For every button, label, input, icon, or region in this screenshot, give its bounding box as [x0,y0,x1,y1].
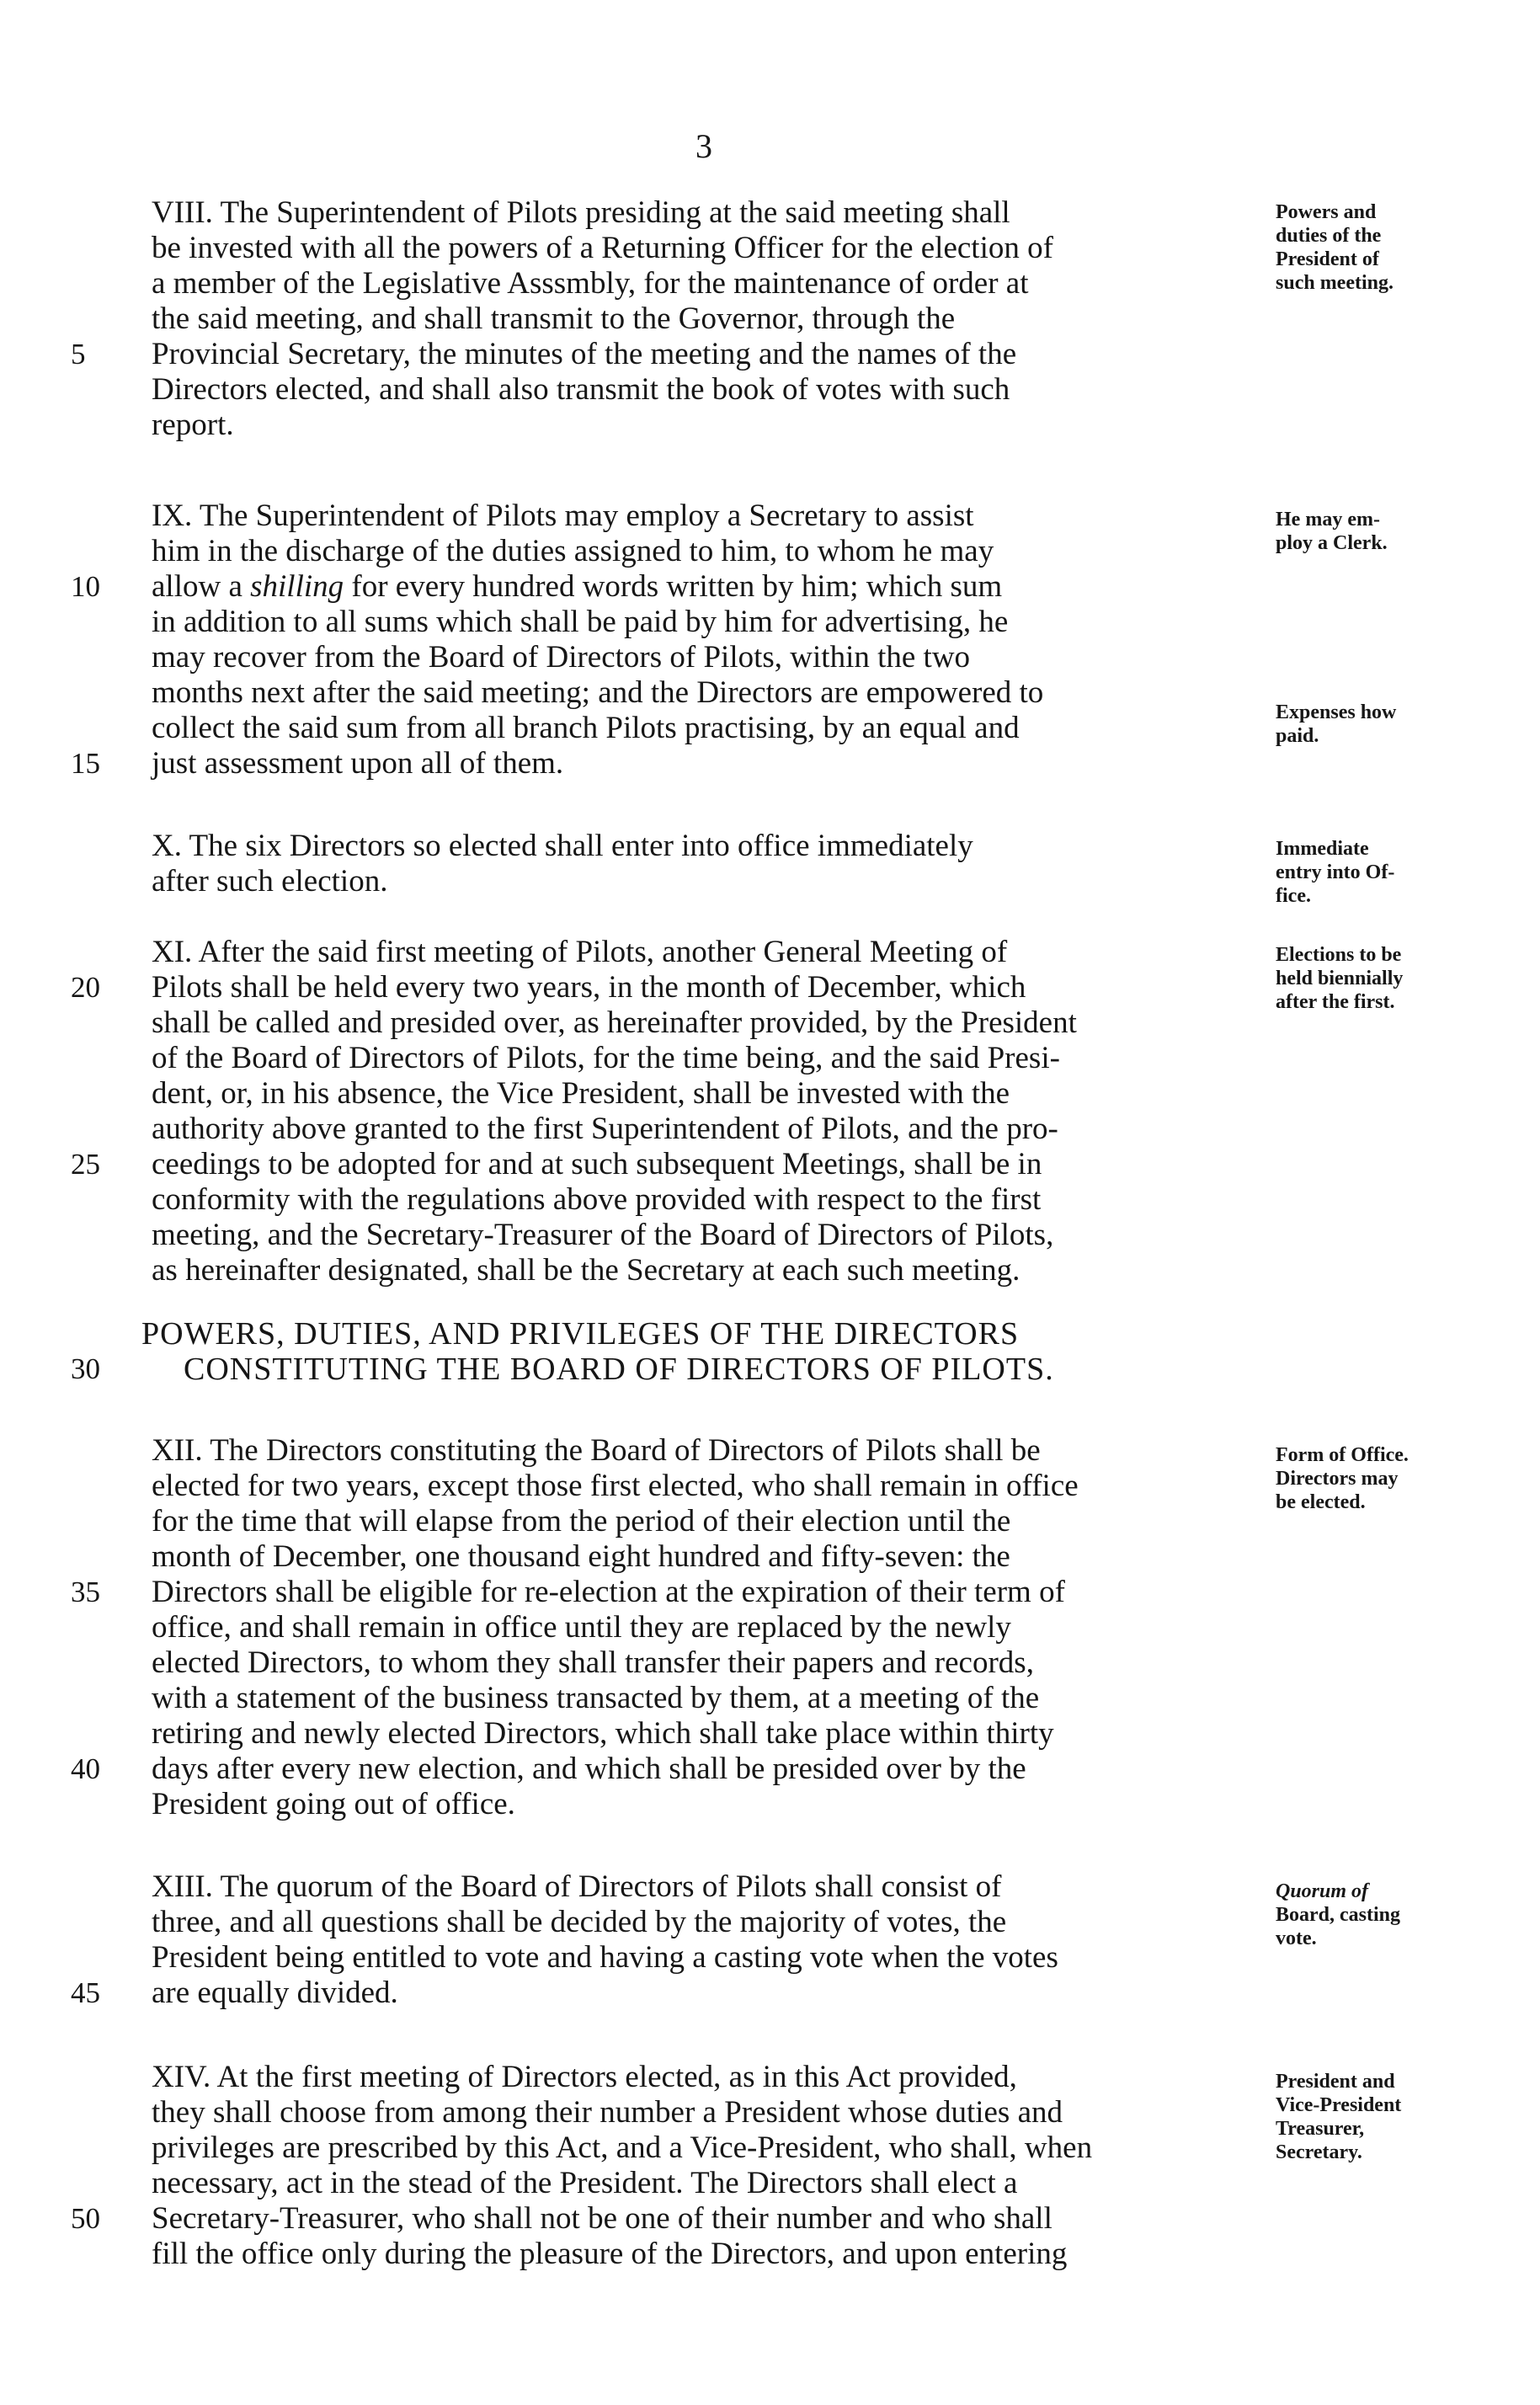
line-number: 25 [71,1148,100,1181]
section-ix [152,499,1271,781]
text-line: after such election. [152,864,388,899]
section-x [152,829,1271,899]
line-number: 10 [71,570,100,603]
text-line-with-italic: allow a shilling for every hundred words written by him; which sum [152,569,1003,604]
text-line: Pilots shall be held every two years, in the month of December, which [152,970,1026,1005]
line-number: 20 [71,971,100,1004]
text-line: XII. The Directors constituting the Board of Directors of Pilots shall be [152,1433,1041,1468]
line-number: 15 [71,747,100,780]
text-line: collect the said sum from all branch Pilots practising, by an equal and [152,711,1020,745]
text-line: elected Directors, to whom they shall transfer their papers and records, [152,1645,1034,1680]
page-number: 3 [695,127,712,165]
heading-line: CONSTITUTING THE BOARD OF DIRECTORS OF PILOTS. [184,1352,1054,1387]
text-line: shall be called and presided over, as hereinafter provided, by the President [152,1005,1077,1040]
section-xii [152,1433,1271,1822]
text-line: him in the discharge of the duties assigned to him, to whom he may [152,534,994,568]
text-line: days after every new election, and which shall be presided over by the [152,1752,1026,1786]
text-line: Secretary-Treasurer, who shall not be one of their number and who shall [152,2201,1052,2236]
marginal-note-entry: Immediate entry into Of- fice. [1276,838,1395,907]
text-line: Directors elected, and shall also transmit the book of votes with such [152,372,1010,407]
text-line: Directors shall be eligible for re-election at the expiration of their term of [152,1575,1065,1609]
text-line: retiring and newly elected Directors, which shall take place within thirty [152,1716,1054,1751]
text-line: of the Board of Directors of Pilots, for the time being, and the said Presi- [152,1041,1060,1075]
text-line: fill the office only during the pleasure of the Directors, and upon entering [152,2237,1068,2271]
section-viii [152,195,1271,443]
text-line: XI. After the said first meeting of Pilots, another General Meeting of [152,935,1008,969]
text-line: dent, or, in his absence, the Vice President, shall be invested with the [152,1076,1010,1111]
text-line: VIII. The Superintendent of Pilots presiding at the said meeting shall [152,195,1010,230]
marginal-note-quorum: Quorum of Board, casting vote. [1276,1880,1401,1949]
line-number: 30 [71,1352,100,1385]
text-line: IX. The Superintendent of Pilots may employ a Secretary to assist [152,499,974,533]
section-xiii [152,1869,1271,2011]
text-line: elected for two years, except those first elected, who shall remain in office [152,1469,1079,1503]
marginal-note-clerk: He may em- ploy a Clerk. [1276,509,1388,554]
line-number: 45 [71,1976,100,2009]
text-line: X. The six Directors so elected shall enter into office immediately [152,829,973,863]
line-number: 50 [71,2202,100,2235]
marginal-note-form-of-office: Form of Office. Directors may be elected. [1276,1444,1409,1513]
text-line: be invested with all the powers of a Returning Officer for the election of [152,231,1053,265]
text-line: in addition to all sums which shall be paid by him for advertising, he [152,605,1009,639]
text-line: as hereinafter designated, shall be the Secretary at each such meeting. [152,1253,1020,1288]
section-xi [152,935,1271,1288]
marginal-note-expenses: Expenses how paid. [1276,701,1397,747]
section-xiv [152,2060,1271,2272]
marginal-note-president: President and Vice-President Treasurer, Secretary. [1276,2071,1402,2163]
text-line: authority above granted to the first Superintendent of Pilots, and the pro- [152,1112,1058,1146]
text-line: XIII. The quorum of the Board of Directors of Pilots shall consist of [152,1869,1002,1904]
heading-line: POWERS, DUTIES, AND PRIVILEGES OF THE DIRECTORS [141,1316,1020,1352]
text-line: necessary, act in the stead of the President. The Directors shall elect a [152,2166,1018,2200]
text-line: President going out of office. [152,1787,515,1821]
text-line: Provincial Secretary, the minutes of the meeting and the names of the [152,337,1017,371]
section-heading [135,1316,1280,1387]
text-line: may recover from the Board of Directors of Pilots, within the two [152,640,971,675]
line-number: 5 [71,338,86,371]
text-line: office, and shall remain in office until they are replaced by the newly [152,1610,1011,1645]
italic-word: shilling [250,569,344,604]
text-line: month of December, one thousand eight hundred and fifty-seven: the [152,1539,1010,1574]
text-line: they shall choose from among their number a President whose duties and [152,2095,1063,2130]
text-line: three, and all questions shall be decided by the majority of votes, the [152,1905,1007,1939]
line-number: 35 [71,1576,100,1608]
text-line: months next after the said meeting; and the Directors are empowered to [152,675,1044,710]
text-line: XIV. At the first meeting of Directors elected, as in this Act provided, [152,2060,1017,2094]
text-line: for the time that will elapse from the period of their election until the [152,1504,1011,1538]
marginal-note-powers: Powers and duties of the President of such meeting. [1276,201,1393,294]
text-line: the said meeting, and shall transmit to the Governor, through the [152,301,956,336]
text-line: with a statement of the business transacted by them, at a meeting of the [152,1681,1040,1715]
text-line: just assessment upon all of them. [152,746,564,781]
line-number: 40 [71,1752,100,1785]
text-line: conformity with the regulations above provided with respect to the first [152,1182,1042,1217]
text-line: report. [152,408,234,442]
text-line: President being entitled to vote and having a casting vote when the votes [152,1940,1058,1975]
marginal-note-elections: Elections to be held biennially after the first. [1276,944,1404,1013]
text-line: privileges are prescribed by this Act, and a Vice-President, who shall, when [152,2130,1093,2165]
text-line: a member of the Legislative Asssmbly, for the maintenance of order at [152,266,1029,301]
text-line: are equally divided. [152,1976,398,2010]
text-line: ceedings to be adopted for and at such subsequent Meetings, shall be in [152,1147,1042,1181]
text-line: meeting, and the Secretary-Treasurer of the Board of Directors of Pilots, [152,1218,1054,1252]
